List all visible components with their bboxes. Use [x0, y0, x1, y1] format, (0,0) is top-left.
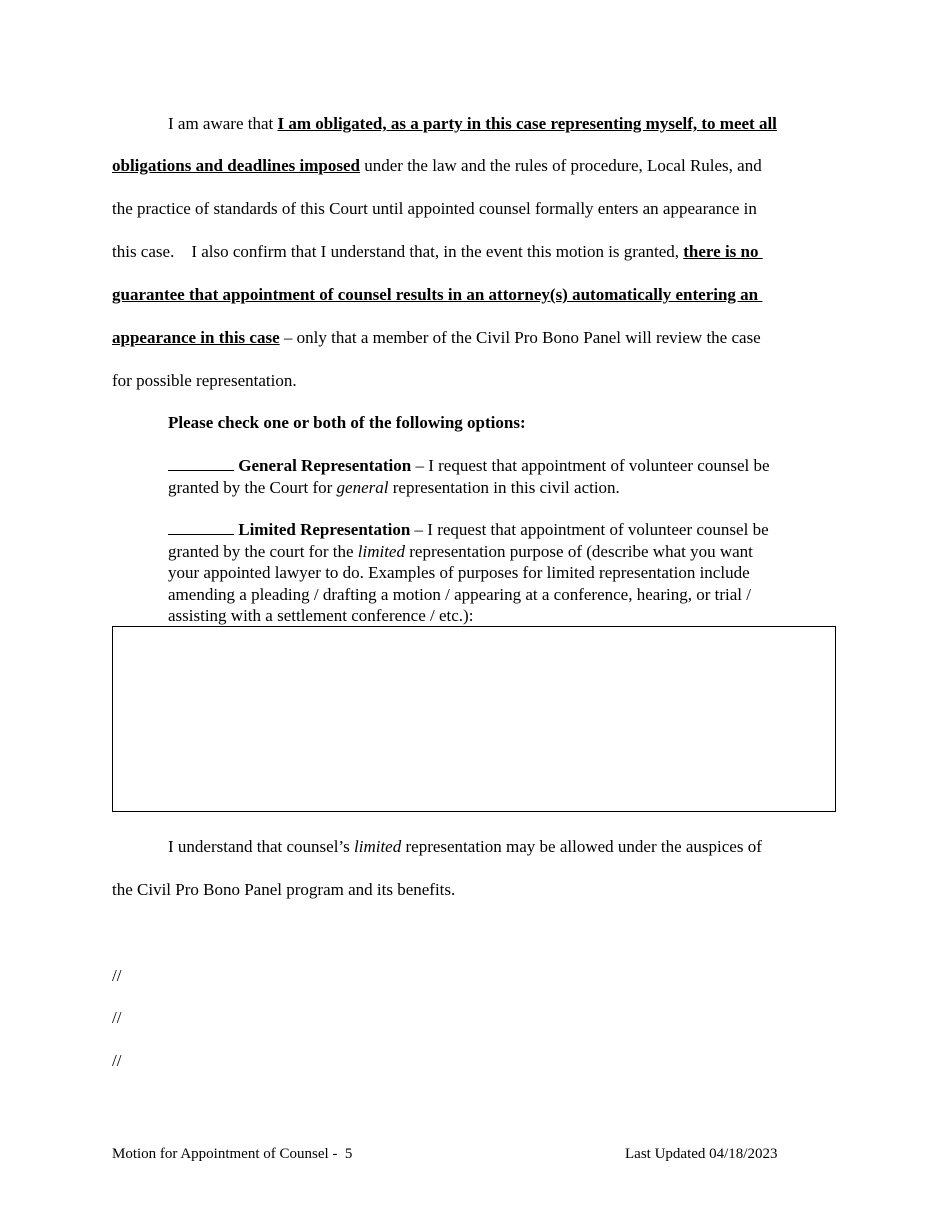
general-option-line2	[168, 478, 620, 498]
text: representation may be allowed under the auspices of	[401, 837, 762, 856]
paragraph1-line5: guarantee that appointment of counsel results in an attorney(s) automatically entering an	[112, 285, 763, 304]
text: representation purpose of (describe what you want	[404, 542, 753, 561]
text: under the law and the rules of procedure, Local Rules, and	[360, 156, 762, 175]
limited-option-line5: assisting with a settlement conference / etc.):	[168, 606, 474, 625]
emphasis-text: I am obligated, as a party in this case representing myself, to meet all	[277, 114, 777, 133]
text: – I request that appointment of volunteer counsel be	[410, 520, 769, 539]
paragraph2-line2: the Civil Pro Bono Panel program and its benefits.	[112, 880, 456, 899]
italic-text: limited	[357, 542, 405, 561]
limited-option-line2	[168, 542, 753, 562]
text: – only that a member of the Civil Pro Bono Panel will review the case	[279, 328, 761, 347]
limited-checkbox-blank[interactable]	[168, 520, 234, 535]
paragraph1-line2	[112, 156, 762, 176]
paragraph1-line1	[168, 114, 777, 134]
text: I am aware that	[168, 114, 278, 133]
text: representation in this civil action.	[388, 478, 620, 497]
emphasis-text: obligations and deadlines imposed	[112, 156, 360, 175]
text: I understand that counsel’s	[168, 837, 355, 856]
footer-right: Last Updated 04/18/2023	[625, 1146, 778, 1162]
emphasis-text: appearance in this case	[112, 328, 280, 347]
paragraph1-line7: for possible representation.	[112, 371, 297, 390]
limited-purpose-description-box[interactable]	[112, 626, 836, 812]
general-option-line1	[168, 456, 770, 476]
emphasis-text: there is no	[683, 242, 763, 261]
continuation-slash-1: //	[112, 966, 122, 985]
text: granted by the Court for	[168, 478, 337, 497]
option-title: Limited Representation	[238, 520, 411, 539]
footer-left: Motion for Appointment of Counsel - 5	[112, 1146, 353, 1162]
text: – I request that appointment of volunteer counsel be	[411, 456, 770, 475]
italic-text: general	[336, 478, 389, 497]
paragraph1-line4	[112, 242, 763, 262]
paragraph1-line6	[112, 328, 761, 348]
continuation-slash-2: //	[112, 1008, 122, 1027]
limited-option-line3: your appointed lawyer to do. Examples of purposes for limited representation include	[168, 563, 750, 582]
general-checkbox-blank[interactable]	[168, 456, 234, 471]
italic-text: limited	[354, 837, 402, 856]
paragraph2-line1	[168, 837, 762, 857]
limited-option-line1	[168, 520, 769, 540]
option-title: General Representation	[238, 456, 412, 475]
text: this case. I also confirm that I understand that, in the event this motion is granted,	[112, 242, 684, 261]
text: granted by the court for the	[168, 542, 358, 561]
limited-option-line4: amending a pleading / drafting a motion / appearing at a conference, hearing, or trial /	[168, 585, 751, 604]
options-heading: Please check one or both of the following options:	[168, 413, 526, 432]
continuation-slash-3: //	[112, 1051, 122, 1070]
paragraph1-line3: the practice of standards of this Court until appointed counsel formally enters an appearance in	[112, 199, 757, 218]
